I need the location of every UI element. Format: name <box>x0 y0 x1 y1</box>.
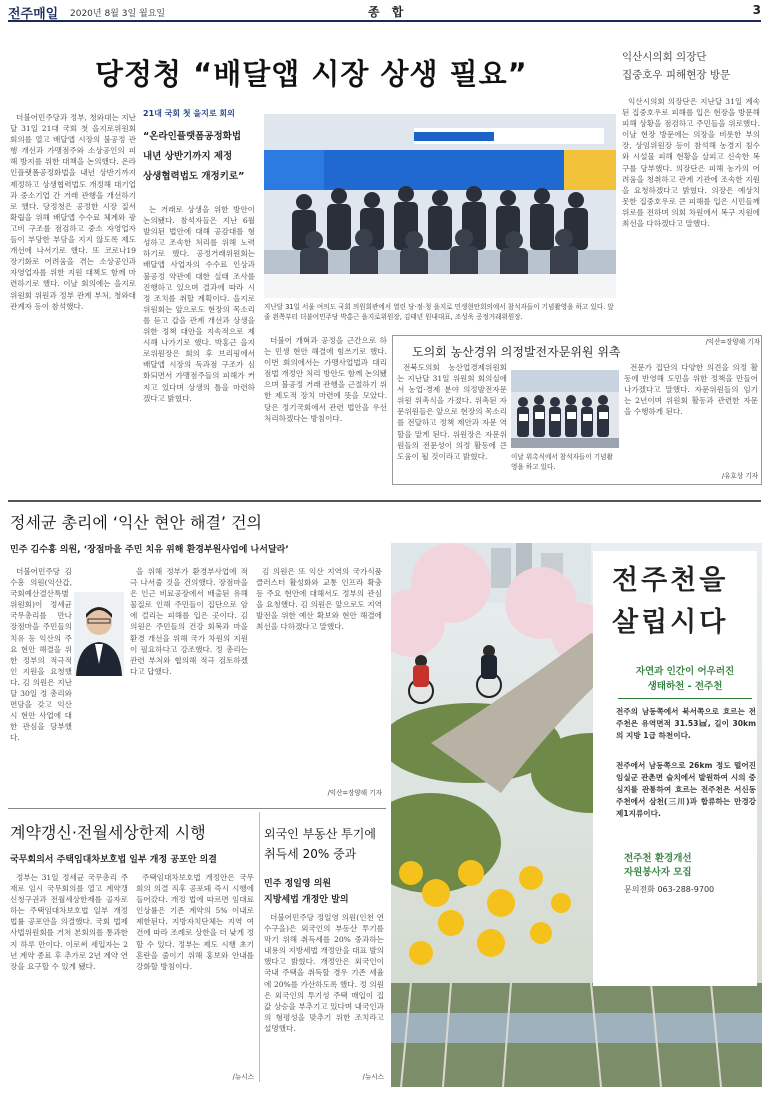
divider-tax <box>259 812 260 1082</box>
side-story-body <box>622 96 760 336</box>
top-story-deck <box>143 108 255 187</box>
pm-story-col-3 <box>256 566 382 772</box>
tax-headline-1: 외국인 부동산 투기에 <box>264 827 376 841</box>
side-story-byline: /익산=장양해 기자 <box>705 338 760 346</box>
mp-portrait <box>74 592 124 676</box>
ad-contact: 문의전화 063-288-9700 <box>624 885 715 894</box>
ad-org-1: 전주천 환경개선 <box>624 853 692 864</box>
ad-title-2: 살립시다 <box>612 607 729 638</box>
ad-title-1: 전주천을 <box>612 565 729 596</box>
tax-story-byline: /뉴시스 <box>362 1073 384 1081</box>
mp-portrait-illustration <box>74 592 124 676</box>
ad-body-1: 전주의 남동쪽에서 북서쪽으로 흐르는 전주천은 유역면적 31.53㎢, 길이 30km의 지방 1급 하천이다. <box>616 707 756 740</box>
group-photo <box>264 114 616 298</box>
contract-story-col-2 <box>136 872 254 1068</box>
side-story-title-2: 집중호우 피해현장 방문 <box>622 69 731 81</box>
top-story-col-1 <box>10 112 136 484</box>
deck-line-3: 상생협력법도 개정키로” <box>143 171 245 182</box>
agri-story-body-2-text: 전문가 집단의 다양한 의견을 의정 활동에 반영해 도민을 위한 정책을 만들어 나가겠다고 말했다. 자문위원들의 임기는 2년이며 위원회 활동과 관련한 자문을 수행하게 된다. <box>624 363 758 417</box>
side-story-title-1: 익산시의회 의장단 <box>622 51 707 63</box>
pm-story-col-1-text: 더불어민주당 김수흥 의원(익산갑, 국회예산결산특별위원회)이 정세균 국무총리를 만나 장점마을 주민들의 치유 등 익산의 주요 현안 해결을 위한 정부의 적극적인 지원을 요청했다. 김 의원은 지난달 30일 정 총리와 면담을 갖고 익산시 현안 사업에 대한 관심을 당부했다. <box>10 567 72 743</box>
newspaper-logo: 전주매일 <box>8 7 59 22</box>
agri-story-body-1 <box>397 362 507 482</box>
tax-story-headline <box>264 824 376 864</box>
ad-tagline-2: 생태하천 - 전주천 <box>647 681 723 692</box>
page-number: 3 <box>752 3 761 17</box>
section-divider <box>8 500 761 502</box>
pm-story-col-2-text: 을 위해 정부가 환경부사업에 적극 나서줄 것을 건의했다. 장점마을은 인근 비료공장에서 배출된 유해물질로 인해 주민들이 집단으로 암에 걸리는 피해를 입은 곳이다. 김 의원은 주민들의 건강 회복과 마을 환경 개선을 위해 국가 차원의 지원이 필요하다고 강조했다. 정 총리는 관련 부처와 협의해 적극 검토하겠다고 답했다. <box>130 567 248 676</box>
pm-story-subhead: 민주 김수흥 의원, ‘장점마을 주민 치유 위해 환경부원사업에 나서달라’ <box>10 545 289 555</box>
ad-title <box>612 560 728 644</box>
ad-body-2: 전주에서 남동쪽으로 26km 정도 떨어진 임실군 관촌면 슬치에서 발원하여 시의 중심지를 관통하여 흐르는 전주천은 서신동 주천에서 삼천(三川)과 합류하는 만경강 제1지류이다. <box>616 761 756 818</box>
contract-story-col-2-text: 주택임대차보호법 개정안은 국무회의 의결 직후 공포돼 즉시 시행에 들어갔다. 개정 법에 따르면 임대료 인상률은 기존 계약의 5% 이내로 제한된다. 지방자치단체는 지역 여건에 따라 조례로 상한을 더 낮게 정할 수 있다. 정부는 제도 시행 초기 혼란을 줄이기 위해 홍보와 안내를 강화할 방침이다. <box>136 873 254 971</box>
tax-headline-2: 취득세 20% 중과 <box>264 847 357 861</box>
top-story-headline: 당정청 “배달앱 시장 상생 필요” <box>95 57 528 91</box>
contract-story-col-1-text: 정부는 31일 정세균 국무총리 주재로 임시 국무회의를 열고 계약갱신청구권과 전월세상한제를 골자로 하는 주택임대차보호법 일부 개정 법률 공포안을 의결했다. 국회 법제사법위원회를 거쳐 본회의를 통과한 지 하루 만이다. 이로써 세입자는 2년 계약 종료 후 추가로 2년 계약 연장을 요구할 수 있게 됐다. <box>10 873 128 971</box>
deck-line-2: 내년 상반기까지 제정 <box>143 151 233 162</box>
ad-tagline-1: 자연과 인간이 어우러진 <box>635 666 735 677</box>
top-story-col-2-text: 는 거래로 상생을 위한 방안이 논의됐다. 참석자들은 지난 6월 발의된 법안에 대해 공감대를 형성하고 조속한 처리를 위해 노력하기로 했다. 공정거래위원회는 배달앱 사업자의 수수료 인상과 불공정 약관에 대한 실태 조사를 진행하고 있으며 결과에 따라 시정 조치를 취할 계획이다. 을지로위원회는 앞으로도 현장의 목소리를 듣고 갑을 관계 개선과 상생을 위한 정책 대안을 지속적으로 제시해 나가기로 했다. 박홍근 을지로위원장은 회의 후 브리핑에서 배달앱 시장의 독과점 구조가 심화되면서 가맹점주들의 피해가 커지고 있다며 상생의 틀을 마련하겠다고 밝혔다. <box>143 205 255 403</box>
ad-org-2: 자원봉사자 모집 <box>624 867 692 878</box>
contract-story-byline: /뉴시스 <box>232 1073 254 1081</box>
side-story-title <box>622 48 730 84</box>
group-photo-caption: 지난달 31일 서울 여의도 국회 의원회관에서 열린 당·정·청 을지로 민생현안회의에서 참석자들이 기념촬영을 하고 있다. 앞줄 왼쪽부터 더불어민주당 박홍근 을지로위원장, 김태년 원내대표, 조성욱 공정거래위원장. <box>264 303 614 321</box>
contract-story-subhead: 국무회의서 주택임대차보호법 일부 개정 공포안 의결 <box>10 855 217 865</box>
pm-story-col-2 <box>130 566 248 772</box>
contract-story-headline: 계약갱신·전월세상한제 시행 <box>10 823 206 842</box>
deck-line-1: “온라인플랫폼공정화법 <box>143 131 242 142</box>
top-story-col-1-text: 더불어민주당과 정부, 청와대는 지난달 31일 21대 국회 첫 을지로위원회 회의를 열고 배달앱 시장의 불공정 관행 개선과 가맹점주와 소상공인의 피해 방지를 위한 대책을 논의했다. 온라인플랫폼공정화법을 내년 상반기까지 제정하고 상생협력법도 개정해 대기업과 중소기업 간 거래 관행을 개선하기로 했다. 당정청은 공정한 시장 질서 확립을 위해 배달앱 수수료 체계와 광고비 구조를 점검하고 중소 자영업자들이 부당한 부담을 지지 않도록 제도 개선에 나서기로 했다. 또 코로나19 장기화로 어려움을 겪는 소상공인과 자영업자를 위한 지원 대책도 함께 마련하기로 했다. 이날 회의에는 을지로위원회 위원과 정부 관계 부처, 청와대 관계자 등이 참석했다. <box>10 113 136 311</box>
agri-photo-illustration <box>511 370 619 448</box>
side-story-body-text: 익산시의회 의장단은 지난달 31일 계속된 집중호우로 피해를 입은 현장을 방문해 피해 상황을 점검하고 주민들을 위로했다. 이날 현장 방문에는 의장을 비롯한 부의장, 상임위원장 등이 참석해 농경지 침수와 시설물 피해 현황을 살피고 신속한 복구를 당부했다. 의장단은 피해 농가의 어려움을 청취하고 관계 기관에 조속한 지원을 요청하겠다고 밝혔다. 의장은 예상치 못한 집중호우로 큰 피해를 입은 시민들께 위로를 전하며 의회 차원에서 복구 지원에 최선을 다하겠다고 말했다. <box>622 97 760 229</box>
deck-kicker: 21대 국회 첫 을지로 회의 <box>143 109 235 118</box>
contract-story-col-1 <box>10 872 128 1078</box>
tax-subhead-1: 민주 정일영 의원 <box>264 879 332 889</box>
tax-story-body-text: 더불어민주당 정일영 의원(인천 연수구을)은 외국인의 부동산 투기를 막기 위해 취득세를 20% 중과하는 내용의 지방세법 개정안을 대표 발의했다고 밝혔다. 개정안은 외국인이 국내 주택을 취득할 경우 기존 세율에 20%를 가산하도록 했다. 정 의원은 외국인의 투기성 주택 매입이 집값 상승을 부추기고 있다며 내국인과의 형평성을 맞추기 위한 조치라고 설명했다. <box>264 913 384 1033</box>
top-story-col-3-text: 더불어 개혁과 공정을 근간으로 하는 민생 현안 해결에 힘쓰기로 했다. 이번 회의에서는 가맹사업법과 대리점법 개정안 처리 방안도 함께 논의됐으며 불공정 거래 관행을 근절하기 위한 제도적 장치 마련에 뜻을 모았다. 당은 정기국회에서 관련 법안을 우선 처리하겠다는 방침이다. <box>264 336 387 423</box>
agri-story-body-1-text: 전북도의회 농산업경제위원회는 지난달 31일 위원회 회의실에서 농업·경제 분야 의정발전자문위원 위촉식을 가졌다. 위촉된 자문위원들은 앞으로 현장의 목소리를 전달하고 정책 제안과 자문 역할을 맡게 된다. 위원장은 자문위원들의 전문성이 의정 활동에 큰 도움이 될 것이라고 밝혔다. <box>397 363 507 461</box>
pm-story-col-3-text: 김 의원은 또 익산 지역의 국가식품클러스터 활성화와 교통 인프라 확충 등 주요 현안에 대해서도 정부의 관심을 요청했다. 김 의원은 앞으로도 지역 발전을 위한 예산 확보와 현안 해결에 최선을 다하겠다고 말했다. <box>256 567 382 632</box>
ad-org <box>624 852 692 880</box>
divider-contract <box>8 808 386 809</box>
group-photo-illustration <box>264 114 616 298</box>
agri-story-photo <box>511 370 619 448</box>
issue-date: 2020년 8월 3일 월요일 <box>70 9 166 19</box>
agri-story-caption: 이날 위촉식에서 참석자들이 기념촬영을 하고 있다. <box>511 453 613 471</box>
pm-story-byline: /익산=장양해 기자 <box>327 789 382 797</box>
pm-story-headline: 정세균 총리에 ‘익산 현안 해결’ 건의 <box>10 513 262 532</box>
section-name: 종 합 <box>368 5 408 19</box>
masthead <box>8 2 761 22</box>
tax-story-body <box>264 912 384 1068</box>
pm-story-col-1 <box>10 566 72 772</box>
top-story-col-3 <box>264 335 387 483</box>
tax-story-subhead <box>264 876 349 908</box>
tax-subhead-2: 지방세법 개정안 발의 <box>264 895 349 905</box>
agri-story-body-2 <box>624 362 758 470</box>
agri-story-headline: 도의회 농산경위 의정발전자문위원 위촉 <box>412 345 621 359</box>
agri-story-byline: /유호상 기자 <box>721 472 758 480</box>
ad-tagline <box>618 664 752 699</box>
top-story-col-2 <box>143 204 255 482</box>
